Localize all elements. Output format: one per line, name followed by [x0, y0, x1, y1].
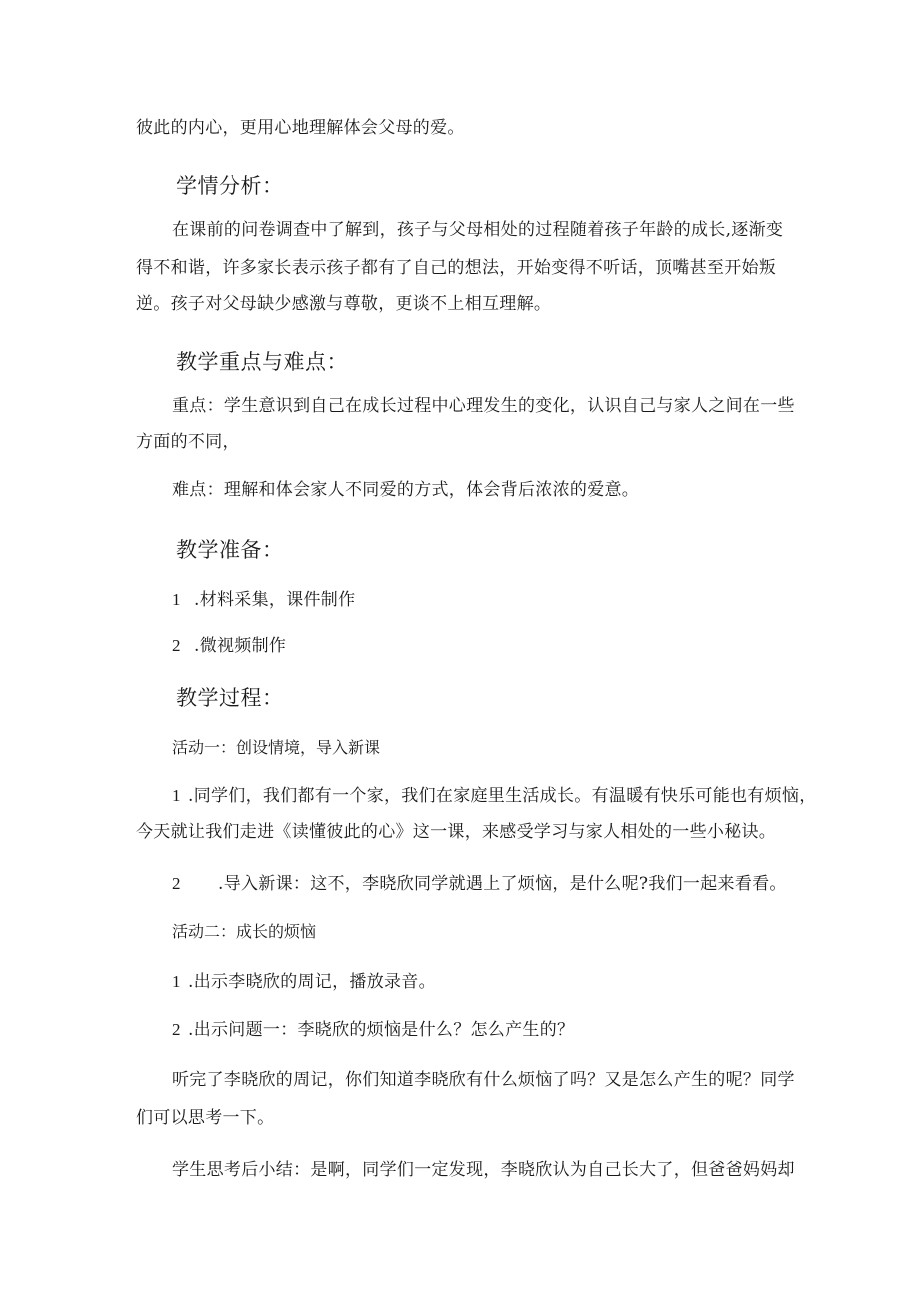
analysis-line-3: 逆。孩子对父母缺少感激与尊敬，更谈不上相互理解。: [136, 294, 552, 314]
analysis-heading: 学情分析：: [176, 174, 284, 198]
intro-line: 彼此的内心，更用心地理解体会父母的爱。: [136, 118, 465, 138]
activity-1-title: 活动一：创设情境，导入新课: [172, 738, 381, 757]
activity-1-item-1-num: 1: [172, 786, 181, 805]
process-heading: 教学过程：: [176, 686, 284, 710]
prep-item-2: [172, 634, 286, 658]
activity-2-para-2-line-1: 学生思考后小结：是啊，同学们一定发现，李晓欣认为自己长大了，但爸爸妈妈却: [172, 1160, 795, 1180]
activity-2-item-1: [172, 970, 436, 994]
prep-item-1-text: .材料采集，课件制作: [194, 590, 356, 610]
activity-1-item-2: [172, 872, 787, 896]
activity-1-item-1-line-1: [172, 784, 817, 808]
activity-2-item-1-num: 1: [172, 972, 181, 991]
prep-item-1-num: 1: [172, 590, 181, 609]
activity-2-title: 活动二：成长的烦恼: [172, 922, 317, 941]
activity-1-item-2-num: 2: [172, 874, 181, 893]
analysis-line-2: 得不和谐，许多家长表示孩子都有了自己的想法，开始变得不听话，顶嘴甚至开始叛: [136, 258, 777, 278]
activity-1-item-1-text: .同学们，我们都有一个家，我们在家庭里生活成长。有温暖有快乐可能也有烦恼，: [188, 786, 817, 806]
activity-2-item-1-text: .出示李晓欣的周记，播放录音。: [188, 972, 436, 992]
prep-heading: 教学准备：: [176, 538, 284, 562]
focus-difficult-line: 难点：理解和体会家人不同爱的方式，体会背后浓浓的爱意。: [172, 480, 640, 500]
analysis-line-1: 在课前的问卷调查中了解到，孩子与父母相处的过程随着孩子年龄的成长,逐渐变: [172, 220, 784, 240]
activity-2-item-2: [172, 1018, 574, 1042]
focus-key-line-1: 重点：学生意识到自己在成长过程中心理发生的变化，认识自己与家人之间在一些: [172, 396, 795, 416]
prep-item-1: [172, 588, 355, 612]
activity-2-item-2-num: 2: [172, 1020, 181, 1039]
prep-item-2-text: .微视频制作: [194, 636, 287, 656]
activity-2-para-1-line-1: 听完了李晓欣的周记，你们知道李晓欣有什么烦恼了吗？又是怎么产生的呢？同学: [172, 1070, 795, 1090]
prep-item-2-num: 2: [172, 636, 181, 655]
focus-key-line-2: 方面的不同，: [136, 432, 240, 452]
activity-1-item-1-line-2: 今天就让我们走进《读懂彼此的心》这一课，来感受学习与家人相处的一些小秘诀。: [136, 822, 777, 842]
activity-2-item-2-text: .出示问题一：李晓欣的烦恼是什么？怎么产生的？: [188, 1020, 575, 1040]
activity-2-para-1-line-2: 们可以思考一下。: [136, 1108, 275, 1128]
activity-1-item-2-text: .导入新课：这不，李晓欣同学就遇上了烦恼，是什么呢?我们一起来看看。: [218, 874, 787, 894]
focus-heading: 教学重点与难点：: [176, 350, 348, 374]
